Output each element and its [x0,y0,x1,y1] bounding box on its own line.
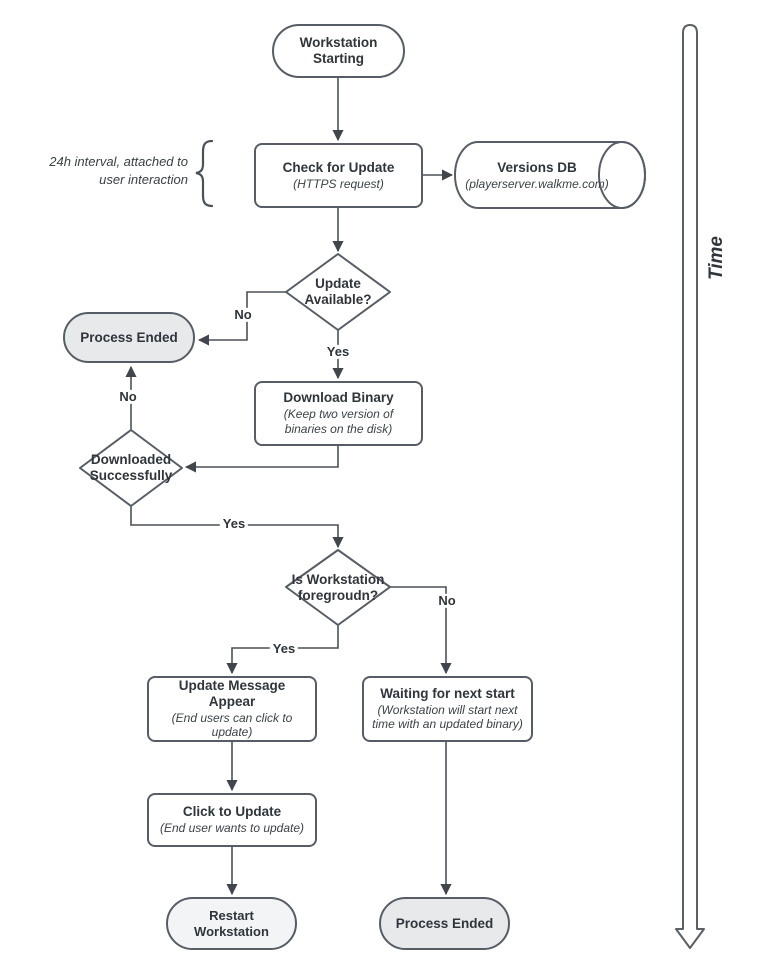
node-label: Versions DB [497,159,577,175]
node-label: Download Binary [283,390,394,406]
edge-label-foreground-no: No [435,594,458,608]
node-workstation-starting [272,24,405,78]
node-check-for-update [254,143,423,208]
node-sublabel: (End user wants to update) [159,821,305,836]
node-sublabel: (Workstation will start next time with an updated binary) [372,702,523,732]
edge-label-downloaded-no: No [116,390,139,404]
edge-label-update-available-yes: Yes [324,345,352,359]
node-label: Waiting for next start [380,685,515,701]
node-sublabel: (playerserver.walkme.com) [465,176,609,191]
node-click-to-update [147,793,317,847]
edge-download-to-downloaded [186,446,338,467]
node-versions-db [462,143,612,208]
curly-brace-icon [196,141,212,206]
node-sublabel: (Keep two version of binaries on the disk) [283,407,394,436]
time-axis-arrow [676,25,704,948]
edge-label-update-available-no: No [231,308,254,322]
node-process-ended-top [63,312,195,363]
time-axis-label: Time [706,236,727,281]
node-label: Downloaded Successfully [89,452,173,483]
node-process-ended-bottom [379,897,510,950]
edge-label-foreground-yes: Yes [270,642,298,656]
node-downloaded-successfully [81,430,181,506]
node-update-message-appear [147,676,317,742]
node-update-available [288,254,388,330]
node-download-binary [254,381,423,446]
node-is-workstation-foreground [283,550,393,625]
node-waiting-for-next-start [362,676,533,742]
node-label: Update Message Appear [178,677,286,709]
node-sublabel: (HTTPS request) [293,176,384,191]
node-label: Click to Update [182,804,282,820]
edge-label-downloaded-yes: Yes [220,517,248,531]
node-restart-workstation [166,897,297,950]
node-label: Workstation Starting [299,35,378,66]
node-label: Process Ended [395,915,494,931]
node-label: Process Ended [80,329,178,345]
node-label: Check for Update [282,159,395,175]
node-label: Update Available? [304,276,372,307]
interval-annotation: 24h interval, attached to user interaction [49,154,188,187]
node-label: Restart Workstation [194,908,269,939]
node-sublabel: (End users can click to update) [171,710,293,740]
node-label: Is Workstation foregroudn? [291,571,385,603]
